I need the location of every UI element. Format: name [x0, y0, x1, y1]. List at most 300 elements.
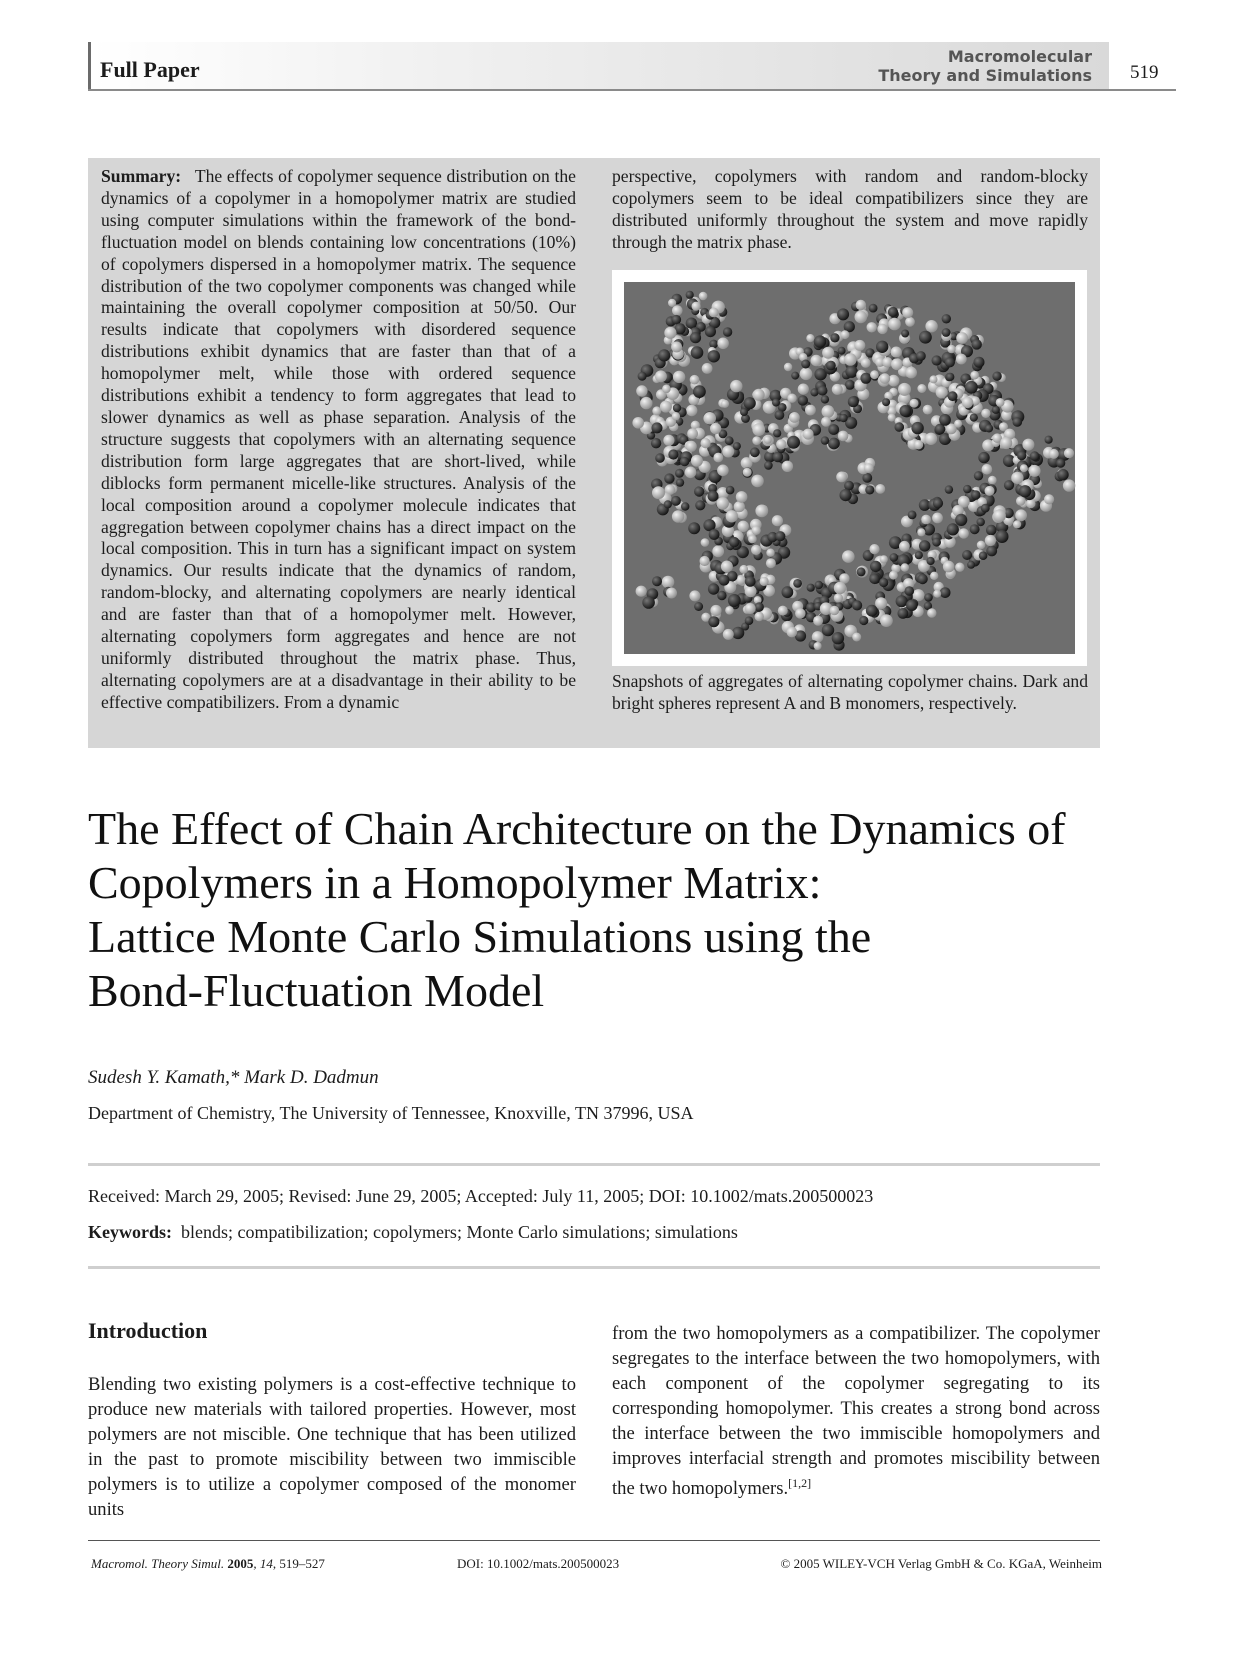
monomer-sphere [927, 608, 936, 617]
monomer-sphere [750, 447, 760, 457]
page-number: 519 [1130, 62, 1159, 83]
monomer-sphere [899, 541, 910, 552]
monomer-sphere [821, 395, 829, 403]
footer-year: 2005 [227, 1556, 254, 1571]
monomer-sphere [1056, 459, 1065, 468]
monomer-sphere [686, 405, 697, 416]
monomer-sphere [880, 614, 893, 627]
monomer-sphere [671, 496, 681, 506]
monomer-sphere [981, 504, 990, 513]
monomer-sphere [945, 485, 953, 493]
monomer-sphere [947, 345, 955, 353]
monomer-sphere [865, 485, 874, 494]
monomer-sphere [852, 633, 861, 642]
monomer-sphere [914, 440, 923, 449]
title-line-1: The Effect of Chain Architecture on the Dynamics of [88, 803, 1066, 854]
citation-ref: [1,2] [788, 1476, 812, 1490]
monomer-sphere [671, 342, 682, 353]
monomer-sphere [773, 429, 781, 437]
monomer-sphere [947, 523, 959, 535]
aggregate-snapshot-image [612, 270, 1087, 666]
monomer-sphere [693, 385, 706, 398]
monomer-sphere [1016, 496, 1025, 505]
monomer-sphere [939, 414, 951, 426]
monomer-sphere [901, 330, 909, 338]
monomer-sphere [717, 591, 726, 600]
intro-paragraph-left: Blending two existing polymers is a cost-effective technique to produce new materials with tailored properties. However, most polymers are not miscible. One technique that has been utilized in the past to promote miscibility between two immiscible polymers is to utilize a copolymer composed of the monomer units [88, 1374, 576, 1520]
monomer-sphere [755, 505, 768, 518]
monomer-sphere [932, 513, 943, 524]
monomer-sphere [985, 424, 993, 432]
monomer-sphere [996, 530, 1009, 543]
monomer-sphere [880, 373, 891, 384]
monomer-sphere [869, 574, 880, 585]
monomer-sphere [752, 436, 761, 445]
monomer-sphere [906, 600, 918, 612]
monomer-sphere [745, 603, 756, 614]
monomer-sphere [977, 541, 986, 550]
keywords-list: blends; compatibilization; copolymers; Monte Carlo simulations; simulations [181, 1222, 738, 1242]
monomer-sphere [889, 571, 898, 580]
monomer-sphere [676, 478, 684, 486]
monomer-sphere [948, 391, 958, 401]
monomer-sphere [699, 292, 708, 301]
monomer-sphere [919, 331, 932, 344]
monomer-sphere [636, 385, 647, 396]
monomer-sphere [652, 406, 661, 415]
monomer-sphere [798, 395, 808, 405]
monomer-sphere [691, 346, 704, 359]
monomer-sphere [888, 318, 901, 331]
article-type-label: Full Paper [100, 57, 200, 82]
monomer-sphere [1049, 449, 1059, 459]
monomer-sphere [988, 476, 997, 485]
author-list: Sudesh Y. Kamath,* Mark D. Dadmun [88, 1067, 379, 1088]
monomer-sphere [875, 484, 885, 494]
monomer-sphere [1044, 494, 1054, 504]
monomer-sphere [664, 500, 672, 508]
monomer-sphere [956, 354, 967, 365]
monomer-sphere [891, 347, 902, 358]
monomer-sphere [834, 582, 846, 594]
monomer-sphere [708, 350, 720, 362]
journal-name-line2: Theory and Simulations [878, 66, 1092, 85]
title-line-4: Bond-Fluctuation Model [88, 965, 545, 1016]
monomer-sphere [722, 446, 734, 458]
monomer-sphere [672, 510, 684, 522]
monomer-sphere [686, 318, 697, 329]
monomer-sphere [905, 317, 915, 327]
monomer-sphere [640, 397, 652, 409]
monomer-sphere [959, 528, 969, 538]
monomer-sphere [709, 340, 718, 349]
monomer-sphere [822, 624, 834, 636]
monomer-sphere [673, 371, 685, 383]
monomer-sphere [710, 605, 721, 616]
monomer-sphere [978, 452, 989, 463]
monomer-sphere [662, 576, 675, 589]
monomer-sphere [965, 381, 978, 394]
monomer-sphere [826, 361, 836, 371]
monomer-sphere [852, 600, 862, 610]
summary-text: The effects of copolymer sequence distribution on the dynamics of a copolymer in a homopolymer matrix are studied using computer simulations within the framework of the bond-fluctuation model on blends containing low concentrations (10%) of copolymers dispersed in a homopolymer matrix. The sequence distribution of the two copolymer components was changed while maintaining the overall copolymer composition at 50/50. Our results indicate that copolymers with disordered sequence distributions exhibit dynamics that are faster than that of a homopolymer melt, while those with ordered sequence distributions exhibit a tendency to form aggregates that lead to slower dynamics as well as phase separation. Analysis of the structure suggests that copolymers with an alternating sequence distribution form large aggregates that are short-lived, while diblocks form permanent micelle-like structures. Analysis of the local composition around a copolymer molecule indicates that aggregation between copolymer chains has a direct impact on the local composition. This in turn has a significant impact on system dynamics. Our results indicate that the dynamics of random, random-blocky, and alternating copolymers are nearly identical and are faster than that of a homopolymer melt. However, alternating copolymers form aggregates and hence are not uniformly distributed throughout the matrix phase. Thus, alternating copolymers are at a disadvantage in their ability to be effective compatibilizers. From a dynamic [101, 166, 576, 712]
monomer-sphere [681, 502, 689, 510]
monomer-sphere [985, 535, 996, 546]
monomer-sphere [712, 545, 724, 557]
monomer-sphere [695, 500, 705, 510]
monomer-sphere [888, 414, 896, 422]
footer-copyright: © 2005 WILEY-VCH Verlag GmbH & Co. KGaA, Weinheim [780, 1556, 1102, 1571]
monomer-sphere [1064, 448, 1074, 458]
monomer-sphere [690, 375, 700, 385]
monomer-sphere [807, 584, 815, 592]
monomer-sphere [793, 579, 802, 588]
abstract-summary [101, 166, 576, 714]
monomer-sphere [636, 586, 647, 597]
monomer-sphere [702, 363, 713, 374]
monomer-sphere [856, 300, 866, 310]
monomer-sphere [668, 299, 676, 307]
monomer-sphere [658, 349, 670, 361]
monomer-sphere [908, 511, 917, 520]
monomer-sphere [664, 473, 674, 483]
monomer-sphere [946, 373, 954, 381]
monomer-sphere [876, 341, 888, 353]
monomer-sphere [709, 308, 719, 318]
footer-rule [88, 1540, 1100, 1541]
monomer-sphere [875, 597, 887, 609]
monomer-sphere [652, 576, 662, 586]
monomer-sphere [782, 461, 793, 472]
figure-caption: Snapshots of aggregates of alternating copolymer chains. Dark and bright spheres represent A and B monomers, respectively. [612, 671, 1088, 713]
monomer-sphere [932, 355, 942, 365]
monomer-sphere [925, 433, 937, 445]
monomer-sphere [857, 567, 866, 576]
monomer-sphere [694, 602, 703, 611]
monomer-sphere [974, 471, 983, 480]
monomer-sphere [723, 327, 732, 336]
monomer-sphere [940, 587, 951, 598]
monomer-sphere [730, 380, 742, 392]
meta-rule-top [88, 1163, 1100, 1166]
monomer-sphere [917, 528, 925, 536]
monomer-sphere [859, 616, 868, 625]
monomer-sphere [915, 551, 923, 559]
monomer-sphere [734, 501, 745, 512]
monomer-sphere [672, 315, 682, 325]
monomer-sphere [834, 593, 843, 602]
monomer-sphere [919, 540, 930, 551]
monomer-sphere [993, 509, 1006, 522]
monomer-sphere [713, 453, 723, 463]
monomer-sphere [842, 550, 855, 563]
monomer-sphere [708, 491, 719, 502]
monomer-sphere [660, 401, 672, 413]
monomer-sphere [787, 627, 798, 638]
monomer-sphere [805, 405, 816, 416]
monomer-sphere [717, 465, 729, 477]
monomer-sphere [776, 439, 786, 449]
monomer-sphere [869, 544, 879, 554]
monomer-sphere [672, 412, 680, 420]
monomer-sphere [800, 368, 813, 381]
monomer-sphere [962, 550, 972, 560]
monomer-sphere [772, 399, 780, 407]
monomer-sphere [685, 467, 697, 479]
monomer-sphere [701, 538, 710, 547]
monomer-sphere [864, 463, 874, 473]
monomer-sphere [967, 561, 975, 569]
monomer-sphere [933, 498, 943, 508]
monomer-sphere [917, 574, 927, 584]
monomer-sphere [751, 475, 764, 488]
monomer-sphere [717, 338, 729, 350]
monomer-sphere [725, 606, 734, 615]
monomer-sphere [701, 438, 711, 448]
monomer-sphere [1011, 472, 1023, 484]
monomer-sphere [778, 606, 788, 616]
intro-paragraph-right-text: from the two homopolymers as a compatibilizer. The copolymer segregates to the interface between the two homopolymers, with each component of the copolymer segregating to its corresponding homopolymer. This creates a strong bond across the interface between the two immiscible homopolymers and improves interfacial strength and promotes miscibility between the two homopolymers. [612, 1323, 1100, 1500]
monomer-sphere [752, 526, 761, 535]
monomer-sphere [1015, 509, 1027, 521]
monomer-sphere [905, 586, 915, 596]
monomer-sphere [775, 531, 785, 541]
monomer-sphere [748, 535, 757, 544]
monomer-sphere [854, 340, 865, 351]
monomer-sphere [705, 326, 716, 337]
title-line-2: Copolymers in a Homopolymer Matrix: [88, 857, 822, 908]
monomer-sphere [773, 452, 784, 463]
abstract-summary-continued: perspective, copolymers with random and random-blocky copolymers seem to be ideal compatibilizers since they are distributed uniformly throughout the system and move rapidly through the matrix phase. [612, 166, 1088, 252]
monomer-sphere [782, 586, 794, 598]
monomer-sphere [869, 304, 878, 313]
footer-journal: Macromol. Theory Simul. [91, 1556, 225, 1571]
monomer-sphere [691, 455, 703, 467]
monomer-sphere [766, 549, 774, 557]
monomer-sphere [651, 438, 661, 448]
monomer-sphere [666, 588, 677, 599]
monomer-sphere [828, 424, 839, 435]
meta-rule-bottom [88, 1266, 1100, 1269]
monomer-sphere [736, 491, 748, 503]
monomer-sphere [814, 335, 826, 347]
monomer-sphere [728, 594, 741, 607]
monomer-sphere [652, 422, 663, 433]
monomer-sphere [688, 522, 700, 534]
monomer-sphere [945, 357, 955, 367]
monomer-sphere [981, 409, 990, 418]
monomer-sphere [738, 521, 749, 532]
monomer-sphere [844, 353, 857, 366]
summary-label: Summary: [101, 166, 182, 186]
monomer-sphere [708, 616, 719, 627]
monomer-sphere [760, 577, 769, 586]
monomer-sphere [848, 396, 859, 407]
monomer-sphere [855, 311, 868, 324]
monomer-sphere [766, 558, 776, 568]
monomer-sphere [879, 578, 888, 587]
monomer-sphere [1045, 436, 1053, 444]
monomer-sphere [862, 473, 872, 483]
monomer-sphere [821, 436, 829, 444]
monomer-sphere [845, 366, 857, 378]
monomer-sphere [710, 423, 721, 434]
monomer-sphere [828, 438, 840, 450]
monomer-sphere [692, 302, 701, 311]
monomer-sphere [690, 332, 701, 343]
monomer-sphere [686, 291, 694, 299]
monomer-sphere [753, 389, 765, 401]
monomer-sphere [870, 561, 881, 572]
monomer-sphere [787, 436, 800, 449]
monomer-sphere [703, 412, 716, 425]
monomer-sphere [930, 572, 938, 580]
monomer-sphere [985, 486, 995, 496]
monomer-sphere [1013, 417, 1023, 427]
monomer-sphere [895, 422, 905, 432]
abstract-figure [612, 270, 1087, 666]
monomer-sphere [840, 489, 852, 501]
monomer-sphere [970, 371, 979, 380]
journal-name [860, 47, 1092, 85]
monomer-sphere [925, 320, 937, 332]
monomer-sphere [663, 435, 674, 446]
monomer-sphere [1019, 485, 1031, 497]
monomer-sphere [733, 442, 741, 450]
keywords-label: Keywords: [88, 1222, 172, 1242]
monomer-sphere [901, 563, 909, 571]
monomer-sphere [725, 436, 734, 445]
monomer-sphere [860, 373, 871, 384]
monomer-sphere [755, 612, 764, 621]
monomer-sphere [986, 525, 997, 536]
monomer-sphere [923, 405, 933, 415]
monomer-sphere [662, 385, 671, 394]
monomer-sphere [752, 423, 765, 436]
monomer-sphere [821, 417, 831, 427]
monomer-sphere [668, 449, 678, 459]
monomer-sphere [811, 355, 822, 366]
monomer-sphere [689, 590, 700, 601]
monomer-sphere [977, 518, 985, 526]
monomer-sphere [764, 461, 773, 470]
monomer-sphere [830, 333, 839, 342]
keywords-line [88, 1222, 738, 1243]
monomer-sphere [726, 486, 735, 495]
monomer-sphere [745, 576, 756, 587]
monomer-sphere [899, 405, 911, 417]
introduction-heading: Introduction [88, 1318, 208, 1343]
monomer-sphere [822, 405, 835, 418]
monomer-sphere [955, 563, 964, 572]
monomer-sphere [927, 557, 935, 565]
monomer-sphere [832, 632, 844, 644]
monomer-sphere [721, 400, 729, 408]
monomer-sphere [784, 363, 792, 371]
monomer-sphere [803, 429, 814, 440]
footer-doi: DOI: 10.1002/mats.200500023 [457, 1556, 620, 1571]
monomer-sphere [709, 529, 720, 540]
monomer-sphere [1020, 464, 1028, 472]
monomer-sphere [789, 412, 800, 423]
monomer-sphere [955, 514, 967, 526]
monomer-sphere [837, 308, 849, 320]
monomer-sphere [972, 339, 982, 349]
monomer-sphere [806, 334, 814, 342]
journal-name-line1: Macromolecular [947, 47, 1092, 66]
monomer-sphere [818, 386, 828, 396]
monomer-sphere [764, 436, 772, 444]
monomer-sphere [814, 642, 822, 650]
monomer-sphere [801, 360, 810, 369]
monomer-sphere [675, 469, 684, 478]
monomer-sphere [921, 515, 931, 525]
monomer-sphere [755, 602, 764, 611]
monomer-sphere [832, 384, 843, 395]
monomer-sphere [1017, 451, 1026, 460]
monomer-sphere [815, 581, 823, 589]
monomer-sphere [963, 485, 971, 493]
monomer-sphere [891, 358, 903, 370]
monomer-sphere [880, 555, 888, 563]
monomer-sphere [739, 565, 748, 574]
monomer-sphere [836, 472, 847, 483]
monomer-sphere [810, 388, 818, 396]
monomer-sphere [664, 327, 676, 339]
header-rule [88, 89, 1176, 91]
monomer-sphere [751, 545, 761, 555]
monomer-sphere [721, 561, 733, 573]
monomer-sphere [962, 397, 973, 408]
monomer-sphere [930, 375, 938, 383]
monomer-sphere [795, 608, 805, 618]
monomer-sphere [723, 629, 734, 640]
monomer-sphere [686, 441, 697, 452]
monomer-sphere [813, 616, 823, 626]
monomer-sphere [726, 510, 738, 522]
monomer-sphere [1022, 439, 1034, 451]
monomer-sphere [744, 397, 756, 409]
monomer-sphere [943, 561, 955, 573]
monomer-sphere [729, 537, 739, 547]
monomer-sphere [1063, 479, 1075, 491]
monomer-sphere [992, 406, 1000, 414]
monomer-sphere [745, 616, 754, 625]
monomer-sphere [932, 538, 941, 547]
monomer-sphere [924, 593, 933, 602]
monomer-sphere [942, 314, 951, 323]
monomer-sphere [917, 384, 926, 393]
monomer-sphere [905, 367, 917, 379]
monomer-sphere [700, 556, 710, 566]
publication-dates: Received: March 29, 2005; Revised: June 29, 2005; Accepted: July 11, 2005; DOI: 10.1002/mats.200500023 [88, 1186, 874, 1206]
footer-pages: 519–527 [279, 1556, 325, 1571]
monomer-sphere [974, 357, 985, 368]
monomer-sphere [719, 575, 730, 586]
monomer-sphere [882, 357, 892, 367]
monomer-sphere [716, 497, 729, 510]
paper-title [88, 802, 1148, 1018]
monomer-sphere [933, 590, 941, 598]
monomer-sphere [979, 551, 988, 560]
monomer-sphere [882, 398, 890, 406]
title-line-3: Lattice Monte Carlo Simulations using the [88, 911, 872, 962]
monomer-sphere [732, 627, 744, 639]
monomer-sphere [916, 351, 926, 361]
monomer-sphere [841, 330, 850, 339]
monomer-sphere [1030, 451, 1040, 461]
monomer-sphere [638, 372, 647, 381]
